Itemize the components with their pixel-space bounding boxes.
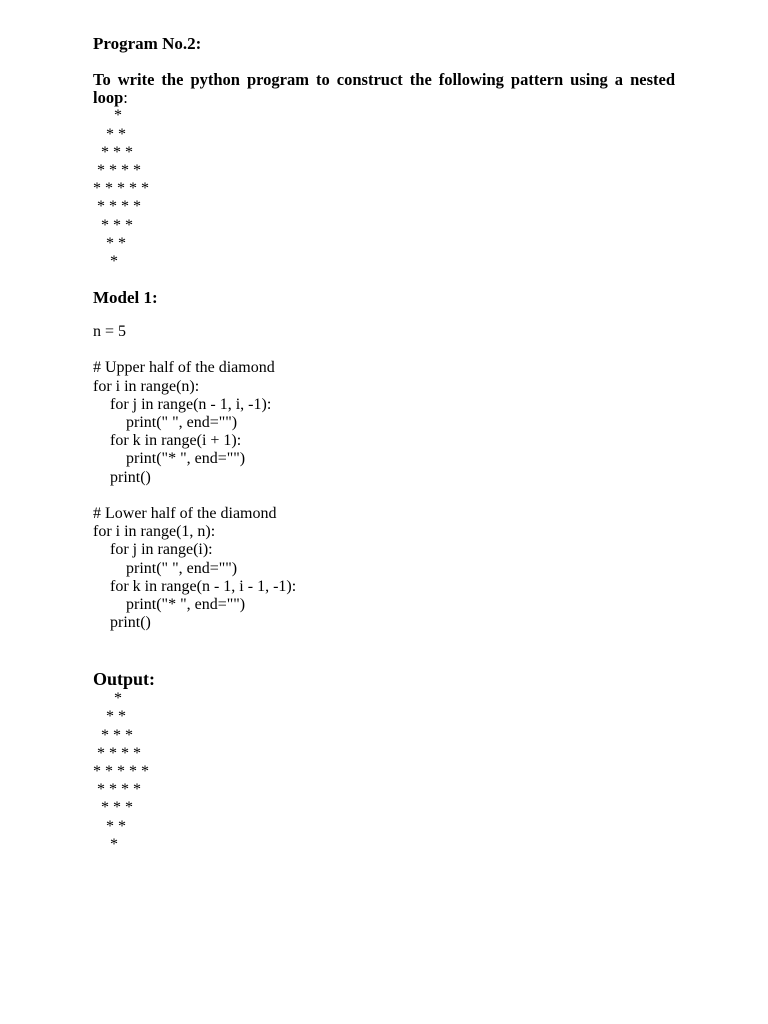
output-row-text: * * (106, 708, 126, 726)
pattern-row-text: * * (106, 234, 126, 252)
output-title: Output: (93, 669, 156, 690)
code-line: print(" ", end="") (126, 414, 238, 432)
statement-colon: : (123, 88, 128, 108)
pattern-row-text: * * * (101, 216, 133, 234)
output-row-text: * * (106, 817, 126, 835)
pattern-figure (93, 107, 675, 271)
code-line: for i in range(n): (93, 377, 200, 395)
output-row-text: * (110, 835, 118, 853)
output-row (93, 799, 675, 817)
output-row (93, 727, 675, 745)
program-title: Program No.2: (93, 34, 202, 53)
code-line: for j in range(n - 1, i, -1): (110, 395, 272, 413)
output-row (93, 708, 675, 726)
output-row-text: * * * * (97, 744, 141, 762)
pattern-row (93, 107, 675, 125)
output-row-text: * * * (101, 726, 133, 744)
pattern-row-text: * * * * (97, 161, 141, 179)
output-row-text: * * * * (97, 781, 141, 799)
output-row (93, 818, 675, 836)
problem-statement (93, 71, 675, 107)
pattern-row-text: * * * * * (93, 180, 149, 198)
code-comment-upper: # Upper half of the diamond (93, 359, 275, 377)
pattern-row-text: * * * * (97, 198, 141, 216)
output-row (93, 763, 675, 781)
pattern-row-text: * (110, 252, 118, 270)
pattern-row-text: * * (106, 125, 126, 143)
code-line: print() (110, 468, 151, 486)
output-row-text: * * * * * (93, 763, 149, 781)
output-row (93, 836, 675, 854)
pattern-row (93, 198, 675, 216)
pattern-row (93, 217, 675, 235)
output-row (93, 745, 675, 763)
pattern-row (93, 162, 675, 180)
pattern-row (93, 235, 675, 253)
pattern-row (93, 253, 675, 271)
pattern-row (93, 180, 675, 198)
model-title: Model 1: (93, 288, 158, 308)
pattern-row (93, 126, 675, 144)
pattern-row-text: * * * (101, 143, 133, 161)
code-block (93, 323, 675, 632)
output-figure (93, 690, 675, 854)
code-line: print(" ", end="") (126, 559, 238, 577)
code-line: print("* ", end="") (126, 450, 246, 468)
output-row-text: * (114, 690, 122, 708)
pattern-row-text: * (114, 107, 122, 125)
output-row (93, 690, 675, 708)
statement-text: To write the python program to construct the following pattern using a nested loop (93, 70, 675, 108)
output-row-text: * * * (101, 799, 133, 817)
code-line-assignment: n = 5 (93, 323, 127, 341)
output-row (93, 781, 675, 799)
code-line: for k in range(n - 1, i - 1, -1): (110, 577, 297, 595)
code-line: for k in range(i + 1): (110, 432, 242, 450)
code-comment-lower: # Lower half of the diamond (93, 504, 277, 522)
pattern-row (93, 144, 675, 162)
code-line: for i in range(1, n): (93, 523, 216, 541)
document-page (93, 33, 675, 854)
code-line: print() (110, 614, 151, 632)
code-line: print("* ", end="") (126, 595, 246, 613)
code-line: for j in range(i): (110, 541, 213, 559)
